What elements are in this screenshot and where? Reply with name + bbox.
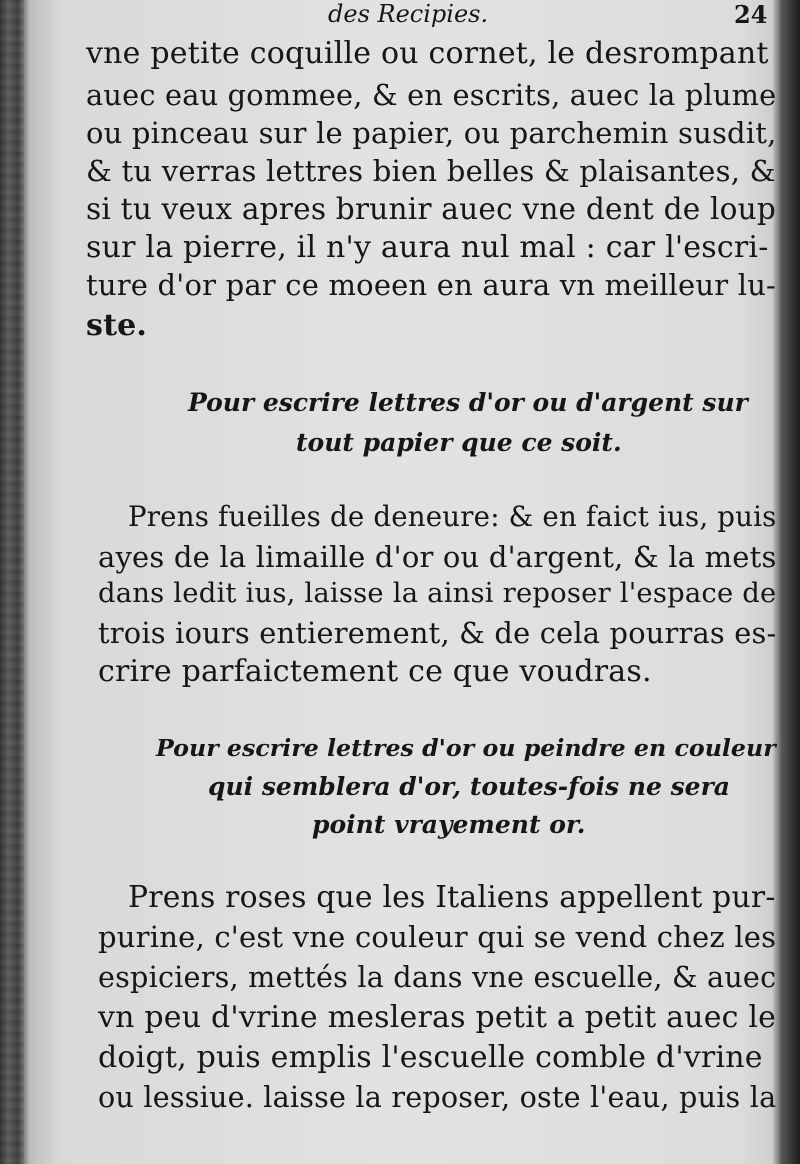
text-line: ayes de la limaille d'or ou d'argent, & la mets xyxy=(98,540,777,574)
text-line: ou pinceau sur le papier, ou parchemin susdit, xyxy=(86,116,777,150)
text-line: dans ledit ius, laisse la ainsi reposer l'espace de xyxy=(98,578,777,609)
text-line: doigt, puis emplis l'escuelle comble d'vrine xyxy=(98,1040,763,1075)
section-heading-line: point vrayement or. xyxy=(312,810,586,839)
text-line: ste. xyxy=(86,308,148,343)
book-binding-edge xyxy=(0,0,24,1164)
text-line: trois iours entierement, & de cela pourras es- xyxy=(98,616,777,650)
section-heading-line: tout papier que ce soit. xyxy=(296,428,622,457)
text-line: auec eau gommee, & en escrits, auec la plume xyxy=(86,78,777,112)
text-line: vne petite coquille ou cornet, le desrompant xyxy=(86,36,769,71)
section-heading-line: Pour escrire lettres d'or ou d'argent sur xyxy=(188,388,748,417)
text-line: sur la pierre, il n'y aura nul mal : car l'escri- xyxy=(86,230,769,265)
page-number: 24 xyxy=(734,0,768,29)
text-line: crire parfaictement ce que voudras. xyxy=(98,654,652,689)
text-line: espiciers, mettés la dans vne escuelle, & auec xyxy=(98,960,777,994)
text-line: vn peu d'vrine mesleras petit a petit auec le xyxy=(98,1000,777,1035)
text-line: ture d'or par ce moeen en aura vn meilleur lu- xyxy=(86,268,777,302)
text-line: & tu verras lettres bien belles & plaisantes, & xyxy=(86,154,776,188)
section-heading-line: qui semblera d'or, toutes-fois ne sera xyxy=(208,772,730,801)
text-line: si tu veux apres brunir auec vne dent de loup xyxy=(86,192,777,226)
text-line: purine, c'est vne couleur qui se vend chez les xyxy=(98,920,777,954)
section-heading-line: Pour escrire lettres d'or ou peindre en couleur xyxy=(156,734,776,762)
text-line: ou lessiue. laisse la reposer, oste l'eau, puis la xyxy=(98,1080,777,1114)
text-line: Prens roses que les Italiens appellent pur- xyxy=(128,880,776,915)
running-title: des Recipies. xyxy=(328,0,489,28)
text-line: Prens fueilles de deneure: & en faict ius, puis xyxy=(128,500,777,533)
